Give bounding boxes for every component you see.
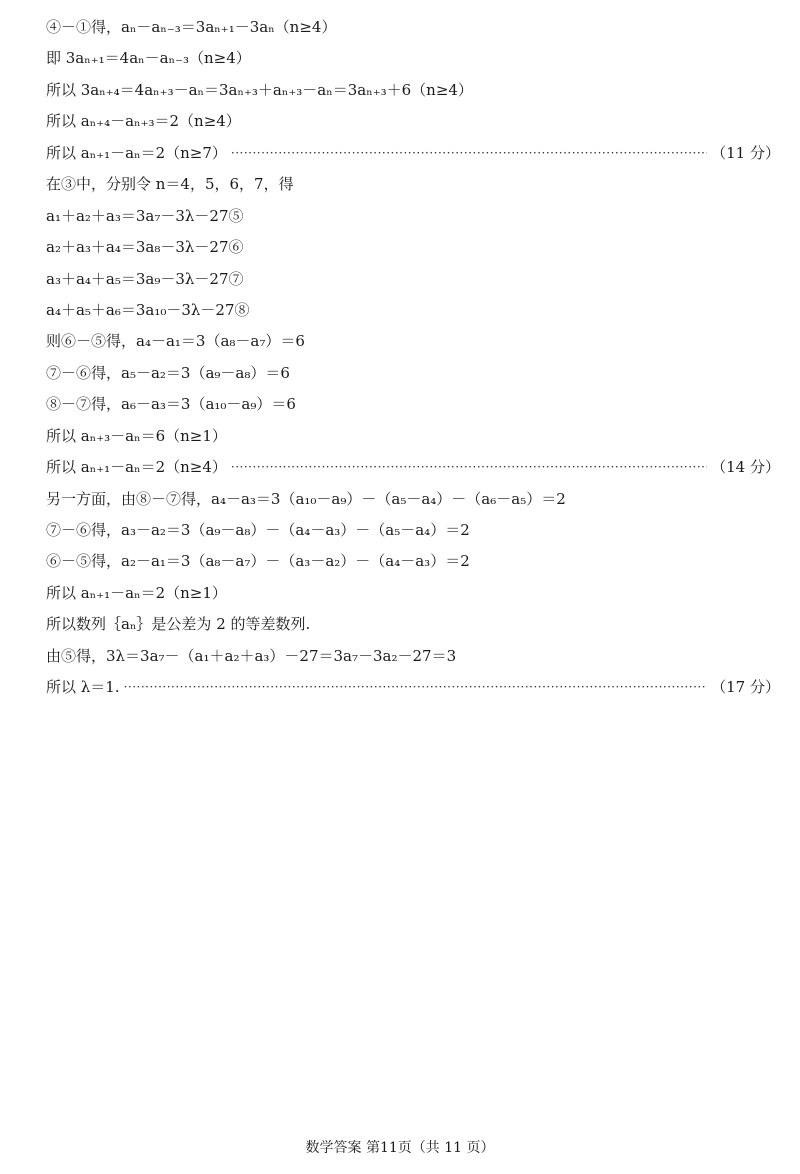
- solution-line-scored: [46, 672, 780, 703]
- solution-line: [46, 106, 780, 137]
- dot-leader: [231, 138, 707, 169]
- line-text: 所以 aₙ₊₁－aₙ＝2（n≥1）: [46, 583, 227, 602]
- solution-line: [46, 389, 780, 420]
- solution-line: [46, 578, 780, 609]
- solution-line: [46, 75, 780, 106]
- line-text: a₂＋a₃＋a₄＝3a₈－3λ－27⑥: [46, 238, 244, 257]
- line-text: ⑧－⑦得，a₆－a₃＝3（a₁₀－a₉）＝6: [46, 395, 296, 414]
- line-text: 所以 λ＝1.: [46, 678, 120, 697]
- line-text: 所以 aₙ₊₄－aₙ₊₃＝2（n≥4）: [46, 112, 241, 131]
- line-text: ⑦－⑥得，a₃－a₂＝3（a₉－a₈）－（a₄－a₃）－（a₅－a₄）＝2: [46, 521, 470, 539]
- solution-line: [46, 421, 780, 452]
- line-text: 由⑤得，3λ＝3a₇－（a₁＋a₂＋a₃）－27＝3a₇－3a₂－27＝3: [46, 646, 457, 665]
- line-text: a₁＋a₂＋a₃＝3a₇－3λ－27⑤: [46, 206, 244, 225]
- line-text: 即 3aₙ₊₁＝4aₙ－aₙ₋₃（n≥4）: [46, 49, 251, 68]
- solution-line: [46, 546, 780, 577]
- line-text: 所以 aₙ₊₁－aₙ＝2（n≥4）: [46, 458, 227, 477]
- score-points: （17 分）: [711, 678, 780, 697]
- solution-line: [46, 43, 780, 74]
- line-text: 在③中，分别令 n＝4，5，6，7，得: [46, 175, 294, 194]
- line-text: 另一方面，由⑧－⑦得，a₄－a₃＝3（a₁₀－a₉）－（a₅－a₄）－（a₆－a₅）＝2: [46, 489, 566, 508]
- dot-leader: [231, 452, 707, 483]
- line-text: a₃＋a₄＋a₅＝3a₉－3λ－27⑦: [46, 269, 244, 288]
- solution-line: [46, 515, 780, 546]
- line-text: ⑦－⑥得，a₅－a₂＝3（a₉－a₈）＝6: [46, 363, 290, 382]
- score-points: （11 分）: [711, 143, 780, 162]
- solution-line: [46, 12, 780, 43]
- solution-line: [46, 609, 780, 640]
- line-text: 所以数列｛aₙ｝是公差为 2 的等差数列.: [46, 615, 311, 634]
- score-points: （14 分）: [711, 458, 780, 477]
- solution-line: [46, 169, 780, 200]
- solution-line-scored: [46, 452, 780, 483]
- dot-leader: [124, 672, 708, 703]
- solution-line: [46, 264, 780, 295]
- line-text: a₄＋a₅＋a₆＝3a₁₀－3λ－27⑧: [46, 300, 250, 319]
- line-text: 则⑥－⑤得，a₄－a₁＝3（a₈－a₇）＝6: [46, 332, 305, 351]
- solution-line: [46, 326, 780, 357]
- solution-line: [46, 484, 780, 515]
- line-text: 所以 aₙ₊₃－aₙ＝6（n≥1）: [46, 426, 227, 445]
- solution-line: [46, 295, 780, 326]
- line-text: ④－①得，aₙ－aₙ₋₃＝3aₙ₊₁－3aₙ（n≥4）: [46, 18, 337, 36]
- solution-line: [46, 201, 780, 232]
- solution-line: [46, 641, 780, 672]
- solution-body: [46, 12, 780, 704]
- solution-line: [46, 232, 780, 263]
- solution-line: [46, 358, 780, 389]
- line-text: 所以 aₙ₊₁－aₙ＝2（n≥7）: [46, 143, 227, 162]
- page-footer: 数学答案 第11页（共 11 页）: [305, 1140, 495, 1156]
- line-text: 所以 3aₙ₊₄＝4aₙ₊₃－aₙ＝3aₙ₊₃＋aₙ₊₃－aₙ＝3aₙ₊₃＋6（n≥4）: [46, 80, 473, 99]
- line-text: ⑥－⑤得，a₂－a₁＝3（a₈－a₇）－（a₃－a₂）－（a₄－a₃）＝2: [46, 552, 470, 571]
- solution-line-scored: [46, 138, 780, 169]
